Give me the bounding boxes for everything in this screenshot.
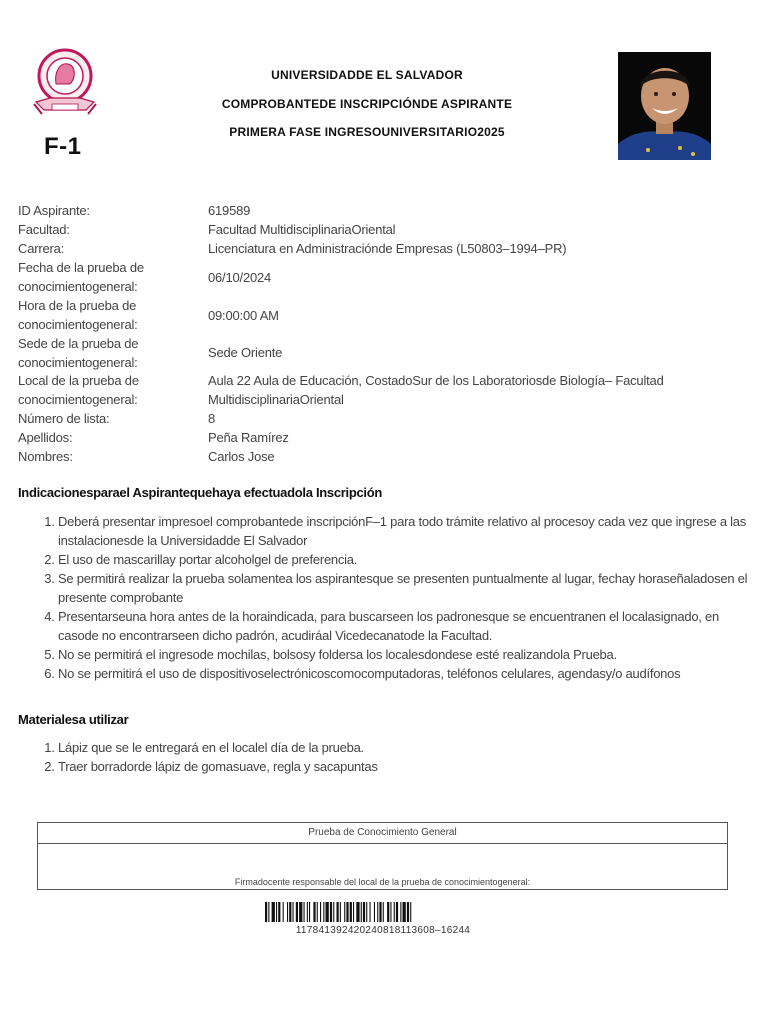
value-carrera: Licenciatura en Administraciónde Empresas (L50803–1994–PR) (208, 241, 567, 256)
form-code: F-1 (44, 133, 82, 160)
university-seal-icon (30, 44, 100, 128)
value-numero-lista: 8 (208, 411, 216, 426)
label-carrera: Carrera: (18, 241, 65, 256)
value-local-line2: MultidisciplinariaOriental (208, 392, 344, 407)
value-sede: Sede Oriente (208, 345, 283, 360)
indications-list (18, 512, 748, 683)
label-fecha-line1: Fecha de la prueba de (18, 260, 144, 275)
label-fecha-line2: conocimientogeneral: (18, 279, 138, 294)
label-hora-line2: conocimientogeneral: (18, 317, 138, 332)
barcode-number: 117841392420240818113608–16244 (295, 925, 471, 936)
document-subtitle: PRIMERA FASE INGRESOUNIVERSITARIO2025 (229, 125, 505, 139)
material-item: 1. Lápiz que se le entregará en el localel día de la prueba. (58, 738, 748, 757)
label-local-line2: conocimientogeneral: (18, 392, 138, 407)
document-title: COMPROBANTEDE INSCRIPCIÓNDE ASPIRANTE (221, 97, 513, 111)
signature-line-label: Firmadocente responsable del local de la prueba de conocimientogeneral: (234, 877, 531, 887)
materials-title: Materialesa utilizar (18, 712, 129, 727)
indications-title: Indicacionesparael Aspirantequehaya efectuadola Inscripción (18, 485, 382, 500)
label-hora-line1: Hora de la prueba de (18, 298, 137, 313)
label-facultad: Facultad: (18, 222, 70, 237)
value-apellidos: Peña Ramírez (208, 430, 289, 445)
material-item: 2. Traer borradorde lápiz de gomasuave, regla y sacapuntas (58, 757, 748, 776)
label-id-aspirante: ID Aspirante: (18, 203, 90, 218)
label-numero-lista: Número de lista: (18, 411, 110, 426)
value-facultad: Facultad MultidisciplinariaOriental (208, 222, 396, 237)
signature-box-header: Prueba de Conocimiento General (38, 823, 727, 844)
label-sede-line1: Sede de la prueba de (18, 336, 139, 351)
value-fecha: 06/10/2024 (208, 270, 272, 285)
value-id-aspirante: 619589 (208, 203, 251, 218)
applicant-photo (618, 52, 711, 160)
label-sede-line2: conocimientogeneral: (18, 355, 138, 370)
signature-box (37, 822, 728, 890)
label-apellidos: Apellidos: (18, 430, 73, 445)
barcode-icon (265, 902, 501, 922)
indication-item: 2. El uso de mascarillay portar alcoholgel de preferencia. (58, 550, 748, 569)
label-local-line1: Local de la prueba de (18, 373, 139, 388)
label-nombres: Nombres: (18, 449, 73, 464)
materials-list (18, 738, 748, 776)
indication-item: 5. No se permitirá el ingresode mochilas, bolsosy foldersa los localesdondese esté realizandola Prueba. (58, 645, 748, 664)
value-local-line1: Aula 22 Aula de Educación, CostadoSur de los Laboratoriosde Biología– Facultad (208, 373, 664, 388)
indication-item: 4. Presentarseuna hora antes de la horaindicada, para buscarseen los padronesque se encuentranen el localasignado, en casode no encontrarseen dicho padrón, acudiráal Vicedecanatode la Facultad. (58, 607, 748, 645)
university-name: UNIVERSIDADDE EL SALVADOR (271, 68, 463, 82)
indication-item: 3. Se permitirá realizar la prueba solamentea los aspirantesque se presenten puntualmente al lugar, fechay horaseñaladosen el presente comprobante (58, 569, 748, 607)
value-nombres: Carlos Jose (208, 449, 275, 464)
indication-item: 6. No se permitirá el uso de dispositivoselectrónicoscomocomputadoras, teléfonos celulares, agendasy/o audífonos (58, 664, 748, 683)
indication-item: 1. Deberá presentar impresoel comprobantede inscripciónF–1 para todo trámite relativo al procesoy cada vez que ingrese a las instalacionesde la Universidadde El Salvador (58, 512, 748, 550)
value-hora: 09:00:00 AM (208, 308, 279, 323)
